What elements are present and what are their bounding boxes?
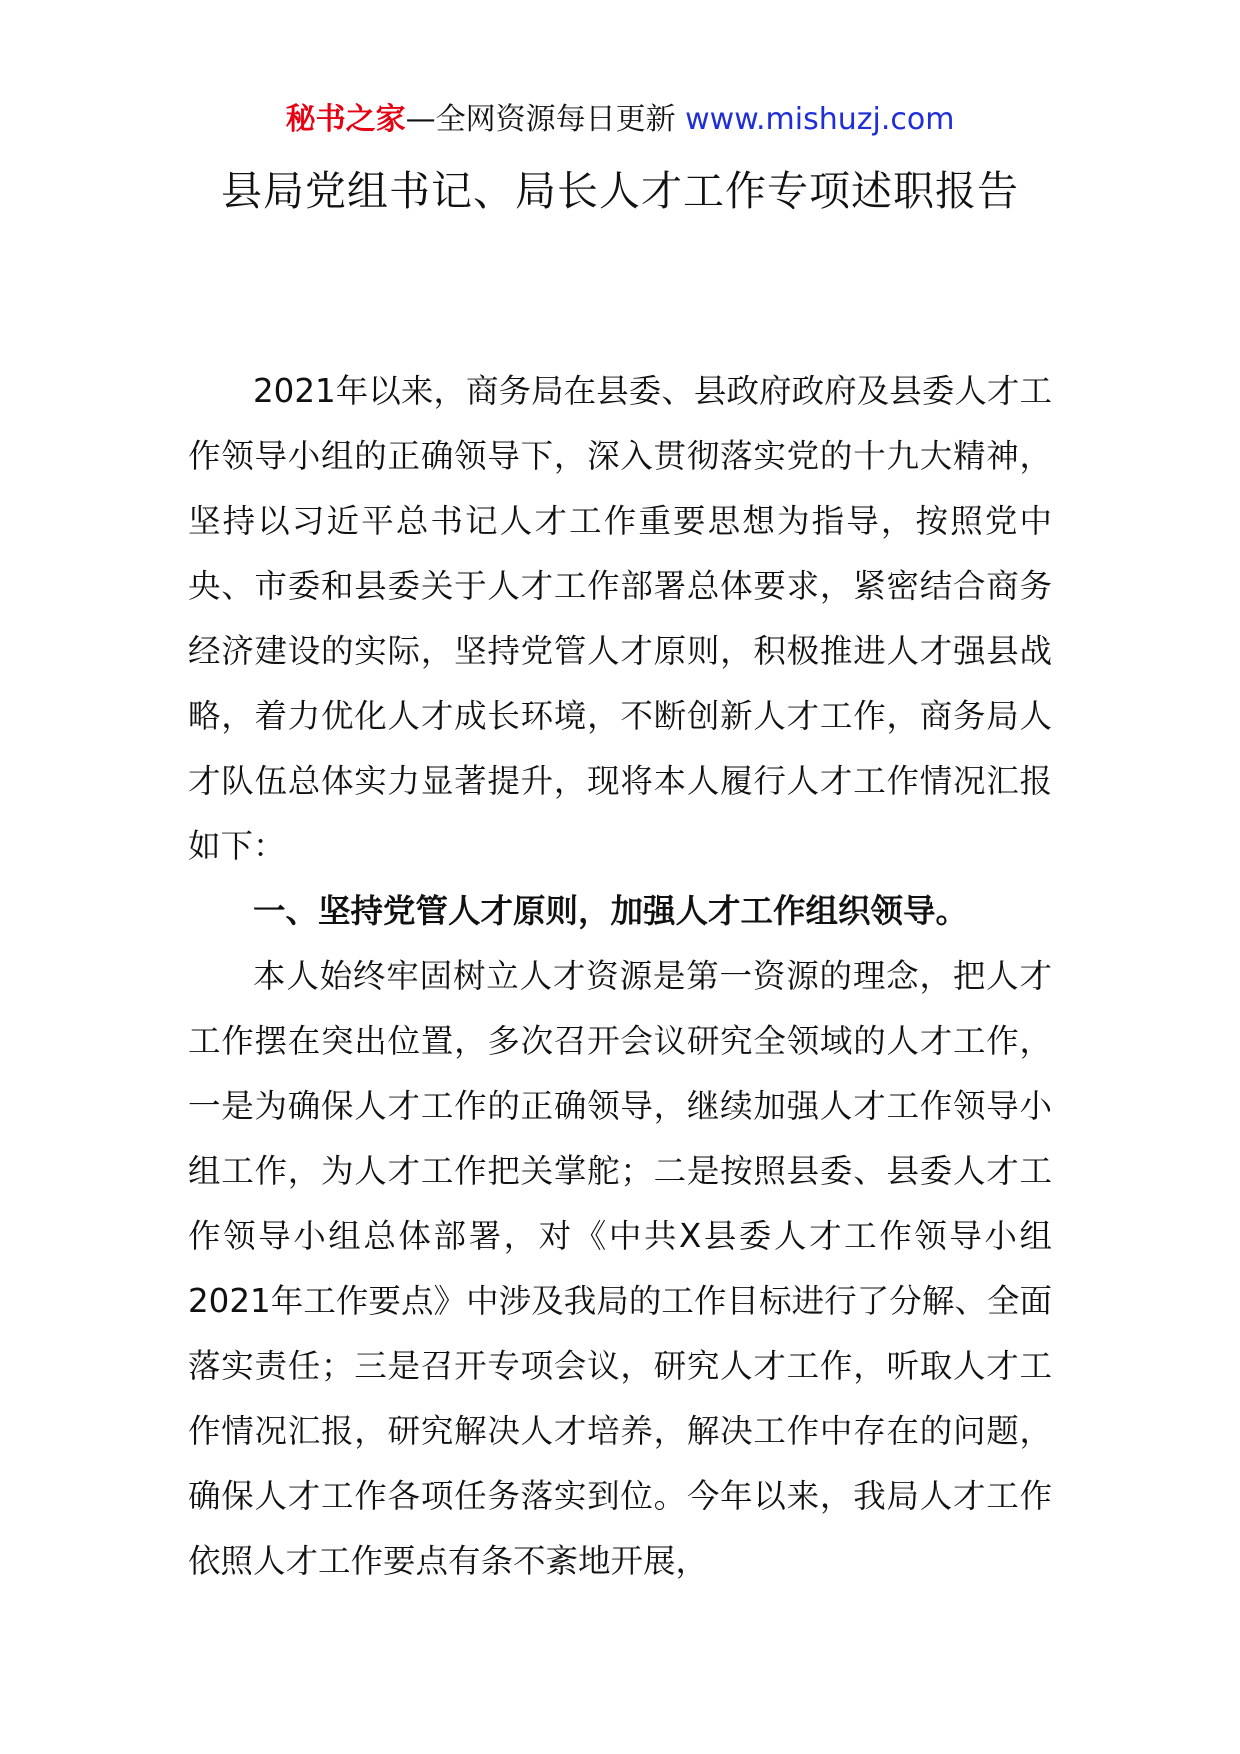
paragraph-intro: 2021年以来，商务局在县委、县政府政府及县委人才工作领导小组的正确领导下，深入贯彻落实党的十九大精神，坚持以习近平总书记人才工作重要思想为指导，按照党中央、市委和县委关于人才工作部署总体要求，紧密结合商务经济建设的实际，坚持党管人才原则，积极推进人才强县战略，着力优化人才成长环境，不断创新人才工作，商务局人才队伍总体实力显著提升，现将本人履行人才工作情况汇报如下： <box>188 372 1052 865</box>
section-heading-1: 一、坚持党管人才原则，加强人才工作组织领导。 <box>253 892 969 930</box>
document-title: 县局党组书记、局长人才工作专项述职报告 <box>221 167 1019 215</box>
brand-name: 秘书之家 <box>285 102 406 137</box>
brand-url: www.mishuzj.com <box>685 102 955 137</box>
document-body <box>188 359 1052 1594</box>
brand-tagline: —全网资源每日更新 <box>405 102 676 137</box>
paragraph-section-1: 本人始终牢固树立人才资源是第一资源的理念，把人才工作摆在突出位置，多次召开会议研究全领域的人才工作，一是为确保人才工作的正确领导，继续加强人才工作领导小组工作，为人才工作把关掌舵；二是按照县委、县委人才工作领导小组总体部署，对《中共X县委人才工作领导小组2021年工作要点》中涉及我局的工作目标进行了分解、全面落实责任；三是召开专项会议，研究人才工作，听取人才工作情况汇报，研究解决人才培养，解决工作中存在的问题，确保人才工作各项任务落实到位。今年以来，我局人才工作依照人才工作要点有条不紊地开展， <box>188 957 1052 1580</box>
watermark-banner <box>0 100 1240 140</box>
